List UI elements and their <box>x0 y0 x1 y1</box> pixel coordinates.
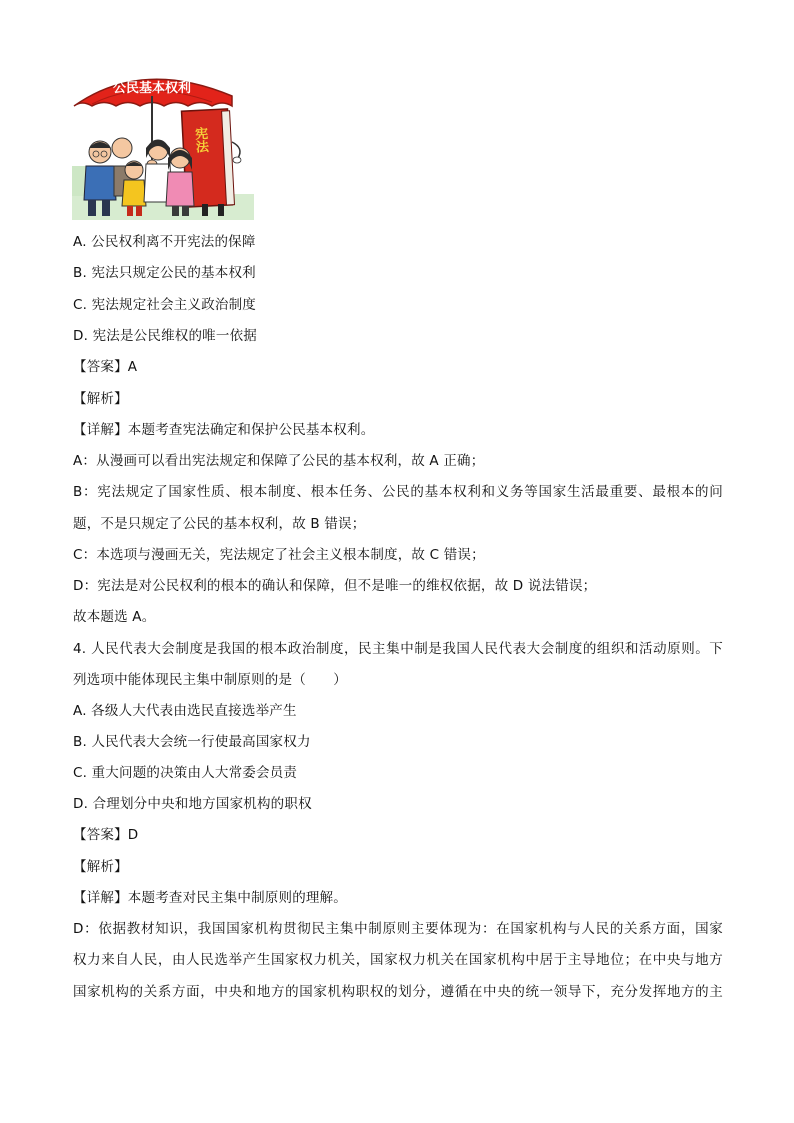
q3-explain-d: D：宪法是对公民权利的根本的确认和保障，但不是唯一的维权依据，故 D 说法错误； <box>73 578 597 594</box>
q3-explain-c: C：本选项与漫画无关，宪法规定了社会主义根本制度，故 C 错误； <box>73 547 485 563</box>
q4-option-c: C. 重大问题的决策由人大常委会员责 <box>73 765 298 781</box>
q3-explain-b-line1: B：宪法规定了国家性质、根本制度、根本任务、公民的基本权利和义务等国家生活最重要、最根本的问 <box>73 484 723 500</box>
q3-option-b: B. 宪法只规定公民的基本权利 <box>73 265 256 281</box>
q4-detail: 【详解】本题考查对民主集中制原则的理解。 <box>73 890 347 906</box>
q4-answer: 【答案】D <box>73 827 139 843</box>
q4-option-d: D. 合理划分中央和地方国家机构的职权 <box>73 796 312 812</box>
q3-explain-a: A：从漫画可以看出宪法规定和保障了公民的基本权利，故 A 正确； <box>73 453 485 469</box>
q4-stem-line1: 4. 人民代表大会制度是我国的根本政治制度，民主集中制是我国人民代表大会制度的组织和活动原则。下 <box>73 641 723 657</box>
q4-option-b: B. 人民代表大会统一行使最高国家权力 <box>73 734 311 750</box>
q3-answer: 【答案】A <box>73 359 138 375</box>
q3-option-d: D. 宪法是公民维权的唯一依据 <box>73 328 257 344</box>
q4-explain-d-line2: 权力来自人民，由人民选举产生国家权力机关，国家权力机关在国家机构中居于主导地位；在中央与地方 <box>73 952 723 968</box>
book-text: 宪法 <box>191 126 209 154</box>
q3-detail: 【详解】本题考查宪法确定和保护公民基本权利。 <box>73 422 375 438</box>
q3-explain-b-line2: 题，不是只规定了公民的基本权利，故 B 错误； <box>73 516 366 532</box>
q3-option-c: C. 宪法规定社会主义政治制度 <box>73 297 257 313</box>
q3-conclusion: 故本题选 A。 <box>73 609 156 625</box>
constitution-cartoon <box>72 66 254 220</box>
q4-explain-d-line1: D：依据教材知识，我国国家机构贯彻民主集中制原则主要体现为：在国家机构与人民的关系方面，国家 <box>73 921 723 937</box>
q4-stem-line2: 列选项中能体现民主集中制原则的是（ ） <box>73 672 347 688</box>
q4-analysis-heading: 【解析】 <box>73 859 128 875</box>
q3-option-a: A. 公民权利离不开宪法的保障 <box>73 234 256 250</box>
umbrella-text: 公民基本权利 <box>112 81 192 96</box>
q3-analysis-heading: 【解析】 <box>73 391 128 407</box>
q4-option-a: A. 各级人大代表由选民直接选举产生 <box>73 703 297 719</box>
q4-explain-d-line3: 国家机构的关系方面，中央和地方的国家机构职权的划分，遵循在中央的统一领导下，充分发挥地方的主 <box>73 984 723 1000</box>
